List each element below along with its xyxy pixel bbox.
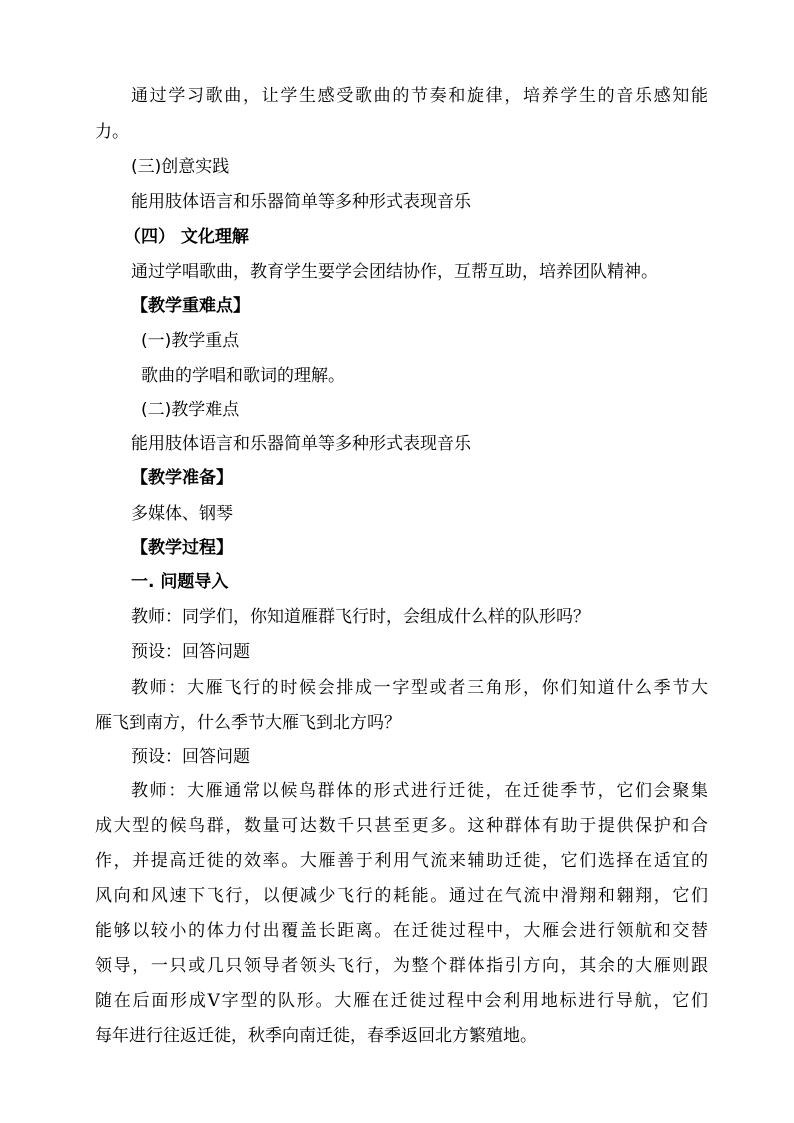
paragraph-line: 每年进行往返迁徙，秋季向南迁徙，春季返回北方繁殖地。 xyxy=(95,1026,537,1046)
paragraph-line: 雁飞到南方，什么季节大雁飞到北方吗？ xyxy=(95,713,401,733)
section-heading: 【教学过程】 xyxy=(131,538,233,558)
paragraph-line: 随在后面形成V字型的队形。大雁在迁徙过程中会利用地标进行导航，它们 xyxy=(95,991,708,1011)
paragraph-line: 成大型的候鸟群，数量可达数千只甚至更多。这种群体有助于提供保护和合 xyxy=(95,816,708,836)
subsection-heading: (一)教学重点 xyxy=(141,331,240,351)
section-heading: (三)创意实践 xyxy=(131,157,230,177)
paragraph-line: 风向和风速下飞行，以便减少飞行的耗能。通过在气流中滑翔和翱翔，它们 xyxy=(95,886,708,906)
paragraph: 能用肢体语言和乐器简单等多种形式表现音乐 xyxy=(131,434,471,454)
paragraph: 多媒体、钢琴 xyxy=(131,504,233,524)
paragraph-line: 能够以较小的体力付出覆盖长距离。在迁徙过程中，大雁会进行领航和交替 xyxy=(95,921,708,941)
section-heading: 【教学准备】 xyxy=(131,468,233,488)
paragraph: 能用肢体语言和乐器简单等多种形式表现音乐 xyxy=(131,192,471,212)
paragraph: 教师：同学们，你知道雁群飞行时，会组成什么样的队形吗？ xyxy=(131,607,590,627)
subsection-heading: (二)教学难点 xyxy=(141,400,240,420)
paragraph: 歌曲的学唱和歌词的理解。 xyxy=(141,366,345,386)
paragraph-line: 通过学习歌曲，让学生感受歌曲的节奏和旋律，培养学生的音乐感知能 xyxy=(131,86,708,106)
paragraph-line: 作，并提高迁徙的效率。大雁善于利用气流来辅助迁徙，它们选择在适宜的 xyxy=(95,851,708,871)
paragraph: 通过学唱歌曲，教育学生要学会团结协作，互帮互助，培养团队精神。 xyxy=(131,262,658,282)
subsection-heading: 一. 问题导入 xyxy=(131,572,229,592)
section-heading: （四） 文化理解 xyxy=(124,227,249,247)
paragraph-line: 领导，一只或几只领导者领头飞行，为整个群体指引方向，其余的大雁则跟 xyxy=(95,956,708,976)
section-heading: 【教学重难点】 xyxy=(131,296,250,316)
paragraph-line: 力。 xyxy=(95,122,129,142)
paragraph: 预设：回答问题 xyxy=(131,642,250,662)
paragraph: 预设：回答问题 xyxy=(131,747,250,767)
paragraph-line: 教师：大雁飞行的时候会排成一字型或者三角形，你们知道什么季节大 xyxy=(131,678,708,698)
paragraph-line: 教师：大雁通常以候鸟群体的形式进行迁徙，在迁徙季节，它们会聚集 xyxy=(131,781,708,801)
